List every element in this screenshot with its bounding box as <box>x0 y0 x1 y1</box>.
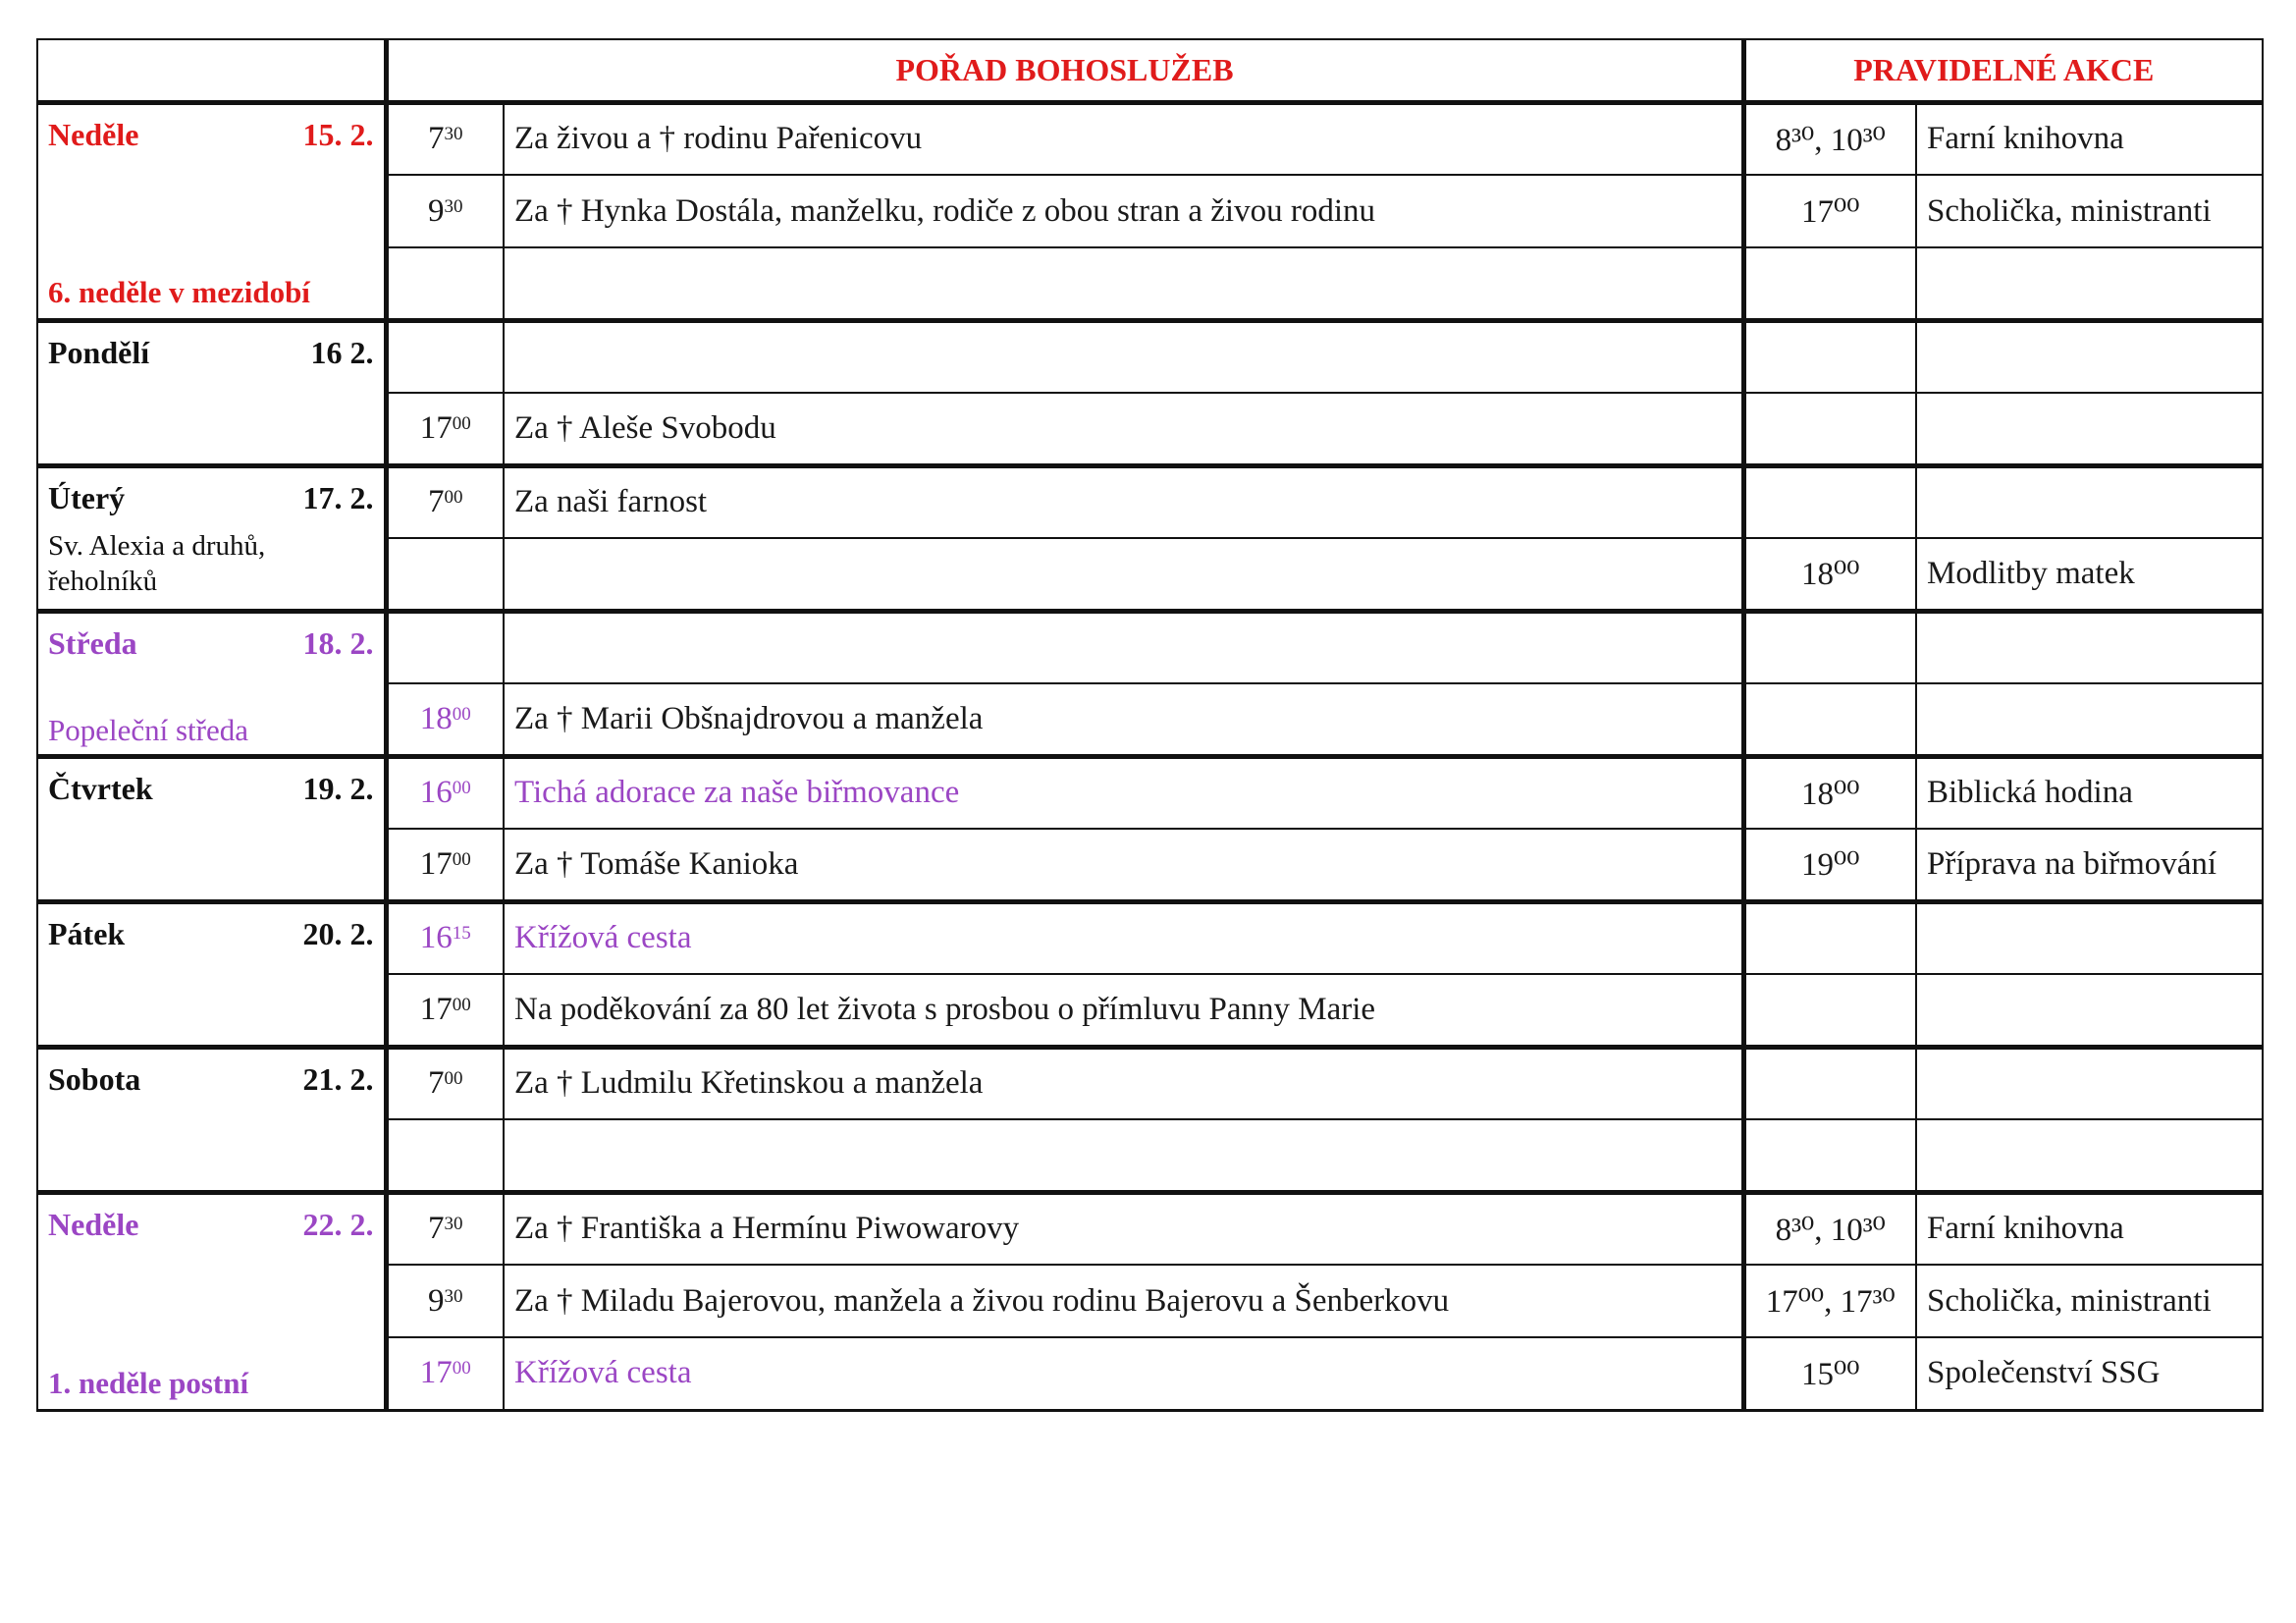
service-text <box>504 538 1743 611</box>
day-date: 19. 2. <box>302 770 374 806</box>
event-text <box>1916 1047 2263 1119</box>
day-cell-monday <box>37 320 386 465</box>
service-text <box>504 247 1743 320</box>
event-text: Příprava na biřmování <box>1916 829 2263 901</box>
day-cell-sunday-15 <box>37 102 386 320</box>
day-date: 21. 2. <box>302 1060 374 1097</box>
day-date: 15. 2. <box>302 116 374 152</box>
event-time <box>1743 611 1916 683</box>
day-date: 17. 2. <box>302 479 374 515</box>
service-time <box>386 320 504 393</box>
events-title: PRAVIDELNÉ AKCE <box>1743 39 2263 102</box>
day-date: 20. 2. <box>302 915 374 951</box>
table-row <box>37 1192 2263 1265</box>
service-text: Křížová cesta <box>504 901 1743 974</box>
service-text <box>504 320 1743 393</box>
day-cell-friday <box>37 901 386 1047</box>
service-text: Za živou a † rodinu Pařenicovu <box>504 102 1743 175</box>
service-text: Za † Aleše Svobodu <box>504 393 1743 465</box>
table-row <box>37 102 2263 175</box>
day-date: 18. 2. <box>302 624 374 661</box>
day-note: 1. neděle postní <box>48 1365 249 1400</box>
service-time: $9^{30}$ <box>386 1265 504 1337</box>
day-cell-thursday <box>37 756 386 901</box>
service-time: $9^{30}$ <box>386 175 504 247</box>
event-time: 19⁰⁰ <box>1743 829 1916 901</box>
day-note: 6. neděle v mezidobí <box>48 274 310 309</box>
day-cell-saturday <box>37 1047 386 1192</box>
service-text <box>504 1119 1743 1192</box>
service-time: $17^{00}$ <box>386 829 504 901</box>
service-text: Za † Ludmilu Křetinskou a manžela <box>504 1047 1743 1119</box>
service-time <box>386 247 504 320</box>
day-name: Sobota <box>48 1060 141 1097</box>
service-time: $17^{00}$ <box>386 393 504 465</box>
service-time: $7^{00}$ <box>386 1047 504 1119</box>
event-time <box>1743 465 1916 538</box>
event-text: Farní knihovna <box>1916 102 2263 175</box>
service-text: Tichá adorace za naše biřmovance <box>504 756 1743 829</box>
event-text: Scholička, ministranti <box>1916 1265 2263 1337</box>
table-row <box>37 320 2263 393</box>
services-title: POŘAD BOHOSLUŽEB <box>386 39 1743 102</box>
service-text: Na poděkování za 80 let života s prosbou o přímluvu Panny Marie <box>504 974 1743 1047</box>
service-text <box>504 611 1743 683</box>
day-name: Úterý <box>48 479 126 515</box>
schedule-table <box>36 38 2264 1412</box>
service-time: $7^{30}$ <box>386 102 504 175</box>
event-time: 17⁰⁰ <box>1743 175 1916 247</box>
service-text: Křížová cesta <box>504 1337 1743 1410</box>
event-text <box>1916 465 2263 538</box>
event-time: 18⁰⁰ <box>1743 756 1916 829</box>
event-text <box>1916 611 2263 683</box>
event-time <box>1743 1119 1916 1192</box>
event-text <box>1916 393 2263 465</box>
event-text <box>1916 683 2263 756</box>
service-text: Za † Františka a Hermínu Piwowarovy <box>504 1192 1743 1265</box>
event-text: Farní knihovna <box>1916 1192 2263 1265</box>
header-corner <box>37 39 386 102</box>
day-date: 22. 2. <box>302 1206 374 1242</box>
event-text <box>1916 974 2263 1047</box>
event-text: Biblická hodina <box>1916 756 2263 829</box>
header-row <box>37 39 2263 102</box>
event-time: 17⁰⁰, 17³⁰ <box>1743 1265 1916 1337</box>
service-time: $16^{00}$ <box>386 756 504 829</box>
service-time <box>386 611 504 683</box>
day-note: Popeleční středa <box>48 712 249 747</box>
table-row <box>37 901 2263 974</box>
service-time: $17^{00}$ <box>386 974 504 1047</box>
day-name: Čtvrtek <box>48 770 153 806</box>
table-row <box>37 756 2263 829</box>
table-row <box>37 465 2263 538</box>
event-time <box>1743 393 1916 465</box>
event-time <box>1743 901 1916 974</box>
table-row <box>37 1047 2263 1119</box>
service-time: $16^{15}$ <box>386 901 504 974</box>
event-text <box>1916 247 2263 320</box>
event-time <box>1743 320 1916 393</box>
day-note: Sv. Alexia a druhů, řeholníků <box>48 529 266 597</box>
service-text: Za † Marii Obšnajdrovou a manžela <box>504 683 1743 756</box>
event-text: Scholička, ministranti <box>1916 175 2263 247</box>
day-name: Pondělí <box>48 334 150 370</box>
event-time: 8³⁰, 10³⁰ <box>1743 1192 1916 1265</box>
event-time <box>1743 683 1916 756</box>
service-time: $18^{00}$ <box>386 683 504 756</box>
service-time: $7^{30}$ <box>386 1192 504 1265</box>
service-time <box>386 1119 504 1192</box>
event-time <box>1743 247 1916 320</box>
day-cell-tuesday <box>37 465 386 611</box>
event-text <box>1916 1119 2263 1192</box>
service-text: Za † Tomáše Kanioka <box>504 829 1743 901</box>
day-name: Pátek <box>48 915 126 951</box>
day-cell-sunday-22 <box>37 1192 386 1410</box>
service-time: $7^{00}$ <box>386 465 504 538</box>
event-text <box>1916 901 2263 974</box>
service-text: Za naši farnost <box>504 465 1743 538</box>
day-cell-wednesday <box>37 611 386 756</box>
service-time: $17^{00}$ <box>386 1337 504 1410</box>
day-name: Neděle <box>48 1206 139 1242</box>
table-row <box>37 611 2263 683</box>
event-time: 15⁰⁰ <box>1743 1337 1916 1410</box>
event-time: 18⁰⁰ <box>1743 538 1916 611</box>
event-time: 8³⁰, 10³⁰ <box>1743 102 1916 175</box>
service-text: Za † Hynka Dostála, manželku, rodiče z obou stran a živou rodinu <box>504 175 1743 247</box>
service-time <box>386 538 504 611</box>
event-text: Modlitby matek <box>1916 538 2263 611</box>
day-date: 16 2. <box>310 334 374 370</box>
event-text <box>1916 320 2263 393</box>
event-time <box>1743 974 1916 1047</box>
day-name: Neděle <box>48 116 139 152</box>
day-name: Středa <box>48 624 137 661</box>
event-time <box>1743 1047 1916 1119</box>
event-text: Společenství SSG <box>1916 1337 2263 1410</box>
service-text: Za † Miladu Bajerovou, manžela a živou rodinu Bajerovu a Šenberkovu <box>504 1265 1743 1337</box>
